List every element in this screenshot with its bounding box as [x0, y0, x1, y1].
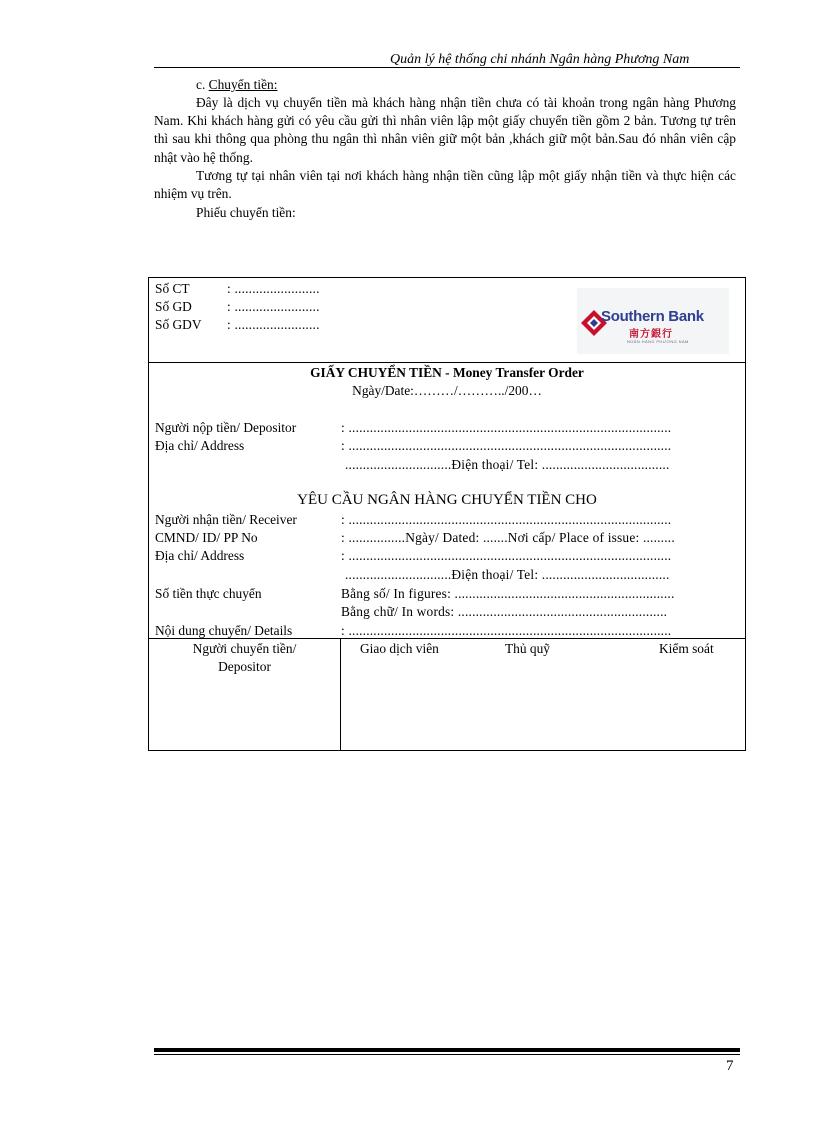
paragraph-3: [154, 204, 736, 222]
signature-teller-label: Giao dịch viên: [360, 641, 439, 656]
page-number: 7: [726, 1058, 734, 1074]
section-heading: [154, 76, 736, 94]
address-receiver-label: Địa chỉ/ Address: [155, 548, 245, 563]
money-transfer-form: [148, 277, 746, 751]
address-depositor-label: Địa chỉ/ Address: [155, 438, 245, 453]
signature-cashier-label: Thủ quỹ: [505, 641, 551, 656]
logo-chinese-text: 南方銀行: [629, 329, 673, 340]
page-header-title: Quản lý hệ thống chi nhánh Ngân hàng Phương Nam: [390, 52, 690, 67]
form-divider-top: [149, 362, 745, 363]
field-so-gd-label: Số GD: [155, 299, 192, 314]
field-so-gd-value[interactable]: : ........................: [227, 299, 320, 314]
form-divider-signatures: [149, 638, 745, 639]
field-so-gdv-label: Số GDV: [155, 317, 202, 332]
field-so-ct-label: Số CT: [155, 281, 190, 296]
signature-column-divider: [340, 638, 341, 750]
details-value[interactable]: : ...........................................................................................: [341, 623, 672, 638]
amount-words-line[interactable]: Bằng chữ/ In words: ...........................................................: [341, 604, 668, 619]
paragraph-1: [154, 94, 736, 167]
form-date[interactable]: Ngày/Date:………/………../200…: [352, 383, 542, 398]
receiver-phone-line[interactable]: ..............................Điện thoại/ Tel: ....................................: [345, 567, 670, 582]
signature-control-label: Kiểm soát: [659, 641, 714, 656]
field-so-gdv-value[interactable]: : ........................: [227, 317, 320, 332]
request-heading: YÊU CẦU NGÂN HÀNG CHUYỂN TIỀN CHO: [297, 492, 597, 508]
footer-rule-thick: [154, 1048, 740, 1052]
field-so-ct-value[interactable]: : ........................: [227, 281, 320, 296]
address-depositor-value[interactable]: : ...........................................................................................: [341, 438, 672, 453]
amount-label: Số tiền thực chuyển: [155, 586, 262, 601]
logo-tagline: NGÂN HÀNG PHƯƠNG NAM: [627, 339, 689, 344]
depositor-phone-line[interactable]: ..............................Điện thoại/ Tel: ....................................: [345, 457, 670, 472]
header-rule: [154, 67, 740, 68]
depositor-value[interactable]: : ...........................................................................................: [341, 420, 672, 435]
address-receiver-value[interactable]: : ...........................................................................................: [341, 548, 672, 563]
signature-depositor-label-1: Người chuyển tiền/: [192, 641, 297, 656]
southern-bank-logo: [577, 288, 729, 354]
depositor-label: Người nộp tiền/ Depositor: [155, 420, 297, 435]
section-heading-text: Chuyển tiền:: [208, 77, 278, 92]
id-label: CMND/ ID/ PP No: [155, 530, 258, 545]
paragraph-2-text: Tương tự tại nhân viên tại nơi khách hàng nhận tiền cũng lập một giấy nhận tiền và thực hiện các nhiệm vụ trên.: [154, 168, 736, 202]
details-label: Nội dung chuyển/ Details: [155, 623, 293, 638]
section-heading-prefix: c.: [196, 77, 206, 92]
id-value-line[interactable]: : ................Ngày/ Dated: .......Nơi cấp/ Place of issue: .........: [341, 530, 675, 545]
receiver-value[interactable]: : ...........................................................................................: [341, 512, 672, 527]
form-title: GIẤY CHUYỂN TIỀN - Money Transfer Order: [310, 365, 584, 380]
footer-rule-thin: [154, 1054, 740, 1055]
paragraph-2: [154, 167, 736, 203]
paragraph-3-text: Phiếu chuyển tiền:: [196, 205, 296, 220]
amount-figures-line[interactable]: Bằng số/ In figures: ..............................................................: [341, 586, 675, 601]
logo-text: Southern Bank: [601, 308, 704, 325]
paragraph-1-text: Đây là dịch vụ chuyển tiền mà khách hàng nhận tiền chưa có tài khoản trong ngân hàng Phương Nam. Khi khách hàng gửi có yêu cầu gửi thì nhân viên lập một giấy chuyển tiền gồm 2 bản. Tương tự trên thì sau khi thông qua phòng thu ngân thì nhân viên giữ một bản ,khách giữ một bản.Sau đó nhân viên cập nhật vào hệ thống.: [154, 95, 736, 165]
signature-depositor-label-2: Depositor: [218, 659, 271, 674]
receiver-label: Người nhận tiền/ Receiver: [155, 512, 297, 527]
